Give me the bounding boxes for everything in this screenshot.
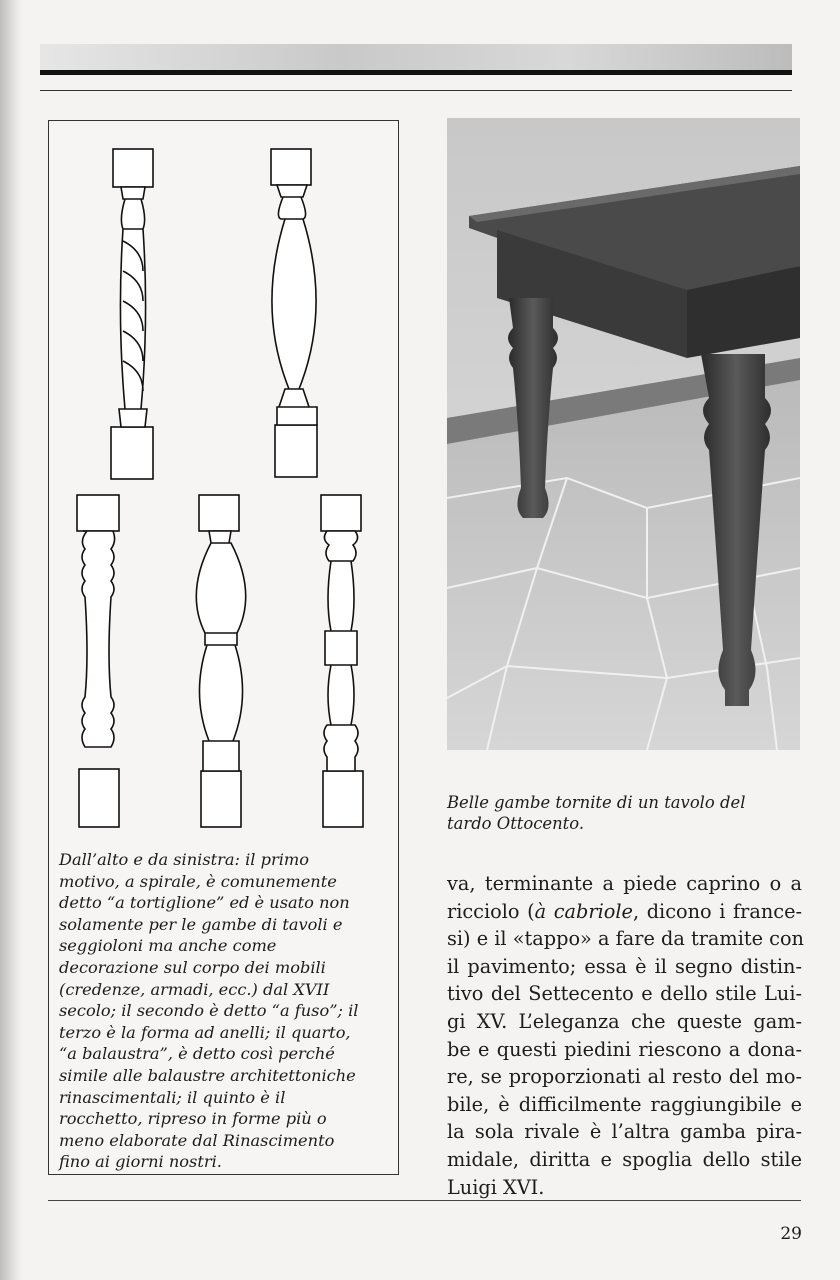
caption-line: simile alle balaustre architettoniche bbox=[59, 1065, 356, 1085]
caption-line: meno elaborate dal Rinascimento bbox=[59, 1130, 335, 1150]
text-line: midale, diritta e spoglia dello stile bbox=[447, 1147, 802, 1171]
caption-line: Dall’alto e da sinistra: il primo bbox=[59, 850, 309, 869]
italic-term: à cabriole bbox=[534, 899, 633, 923]
leg-drawing-spiral bbox=[111, 149, 153, 479]
caption-line: “a balaustra”, è detto così perché bbox=[59, 1044, 335, 1064]
table-photo-image bbox=[447, 118, 800, 750]
text-span: ricciolo ( bbox=[447, 899, 535, 923]
text-span: , dicono i france- bbox=[632, 899, 802, 923]
text-line: Luigi XVI. bbox=[447, 1175, 545, 1199]
caption-line: decorazione sul corpo dei mobili bbox=[59, 957, 326, 977]
body-paragraph bbox=[447, 870, 802, 1201]
caption-line: secolo; il secondo è detto “a fuso”; il bbox=[59, 1001, 359, 1021]
text-line: il pavimento; essa è il segno distin- bbox=[447, 954, 802, 978]
caption-line: solamente per le gambe di tavoli e bbox=[59, 914, 343, 934]
caption-line: fino ai giorni nostri. bbox=[59, 1152, 222, 1172]
text-line: la sola rivale è l’altra gamba pira- bbox=[447, 1120, 802, 1144]
text-line: re, se proporzionati al resto del mo- bbox=[447, 1065, 802, 1089]
text-line: tivo del Settecento e dello stile Lui- bbox=[447, 982, 802, 1006]
photo-caption bbox=[447, 792, 745, 834]
text-line: bile, è difficilmente raggiungibile e bbox=[447, 1092, 802, 1116]
caption-line: rocchetto, ripreso in forme più o bbox=[59, 1109, 327, 1129]
table-leg-drawings bbox=[49, 121, 400, 841]
header-rule-thin bbox=[40, 90, 792, 91]
text-line: be e questi piedini riescono a dona- bbox=[447, 1037, 802, 1061]
caption-line: terzo è la forma ad anelli; il quarto, bbox=[59, 1022, 351, 1042]
leg-drawing-baluster bbox=[196, 495, 245, 827]
caption-line: detto “a tortiglione” ed è usato non bbox=[59, 893, 350, 913]
text-line: gi XV. L’eleganza che queste gam- bbox=[447, 1009, 802, 1033]
book-spine-shadow bbox=[0, 0, 22, 1280]
table-photo bbox=[447, 118, 800, 750]
header-rule-thick bbox=[40, 70, 792, 75]
caption-line: seggioloni ma anche come bbox=[59, 936, 277, 956]
footer-rule bbox=[48, 1200, 801, 1201]
header-band bbox=[40, 44, 792, 72]
text-line bbox=[447, 898, 802, 926]
leg-drawing-spindle bbox=[271, 149, 317, 477]
leg-drawing-rings bbox=[77, 495, 119, 827]
caption-line: motivo, a spirale, è comunemente bbox=[59, 871, 337, 891]
leg-drawing-bobbin bbox=[321, 495, 363, 827]
caption-line: (credenze, armadi, ecc.) dal XVII bbox=[59, 979, 330, 999]
caption-line: rinascimentali; il quinto è il bbox=[59, 1087, 286, 1107]
page-number: 29 bbox=[780, 1224, 802, 1244]
text-line: si) e il «tappo» a fare da tramite con bbox=[447, 927, 804, 951]
caption-line: Belle gambe tornite di un tavolo del bbox=[447, 793, 746, 812]
figure-caption bbox=[59, 849, 397, 1173]
text-line: va, terminante a piede caprino o a bbox=[447, 872, 802, 895]
figure-box-table-legs bbox=[48, 120, 399, 1175]
caption-line: tardo Ottocento. bbox=[447, 814, 585, 833]
